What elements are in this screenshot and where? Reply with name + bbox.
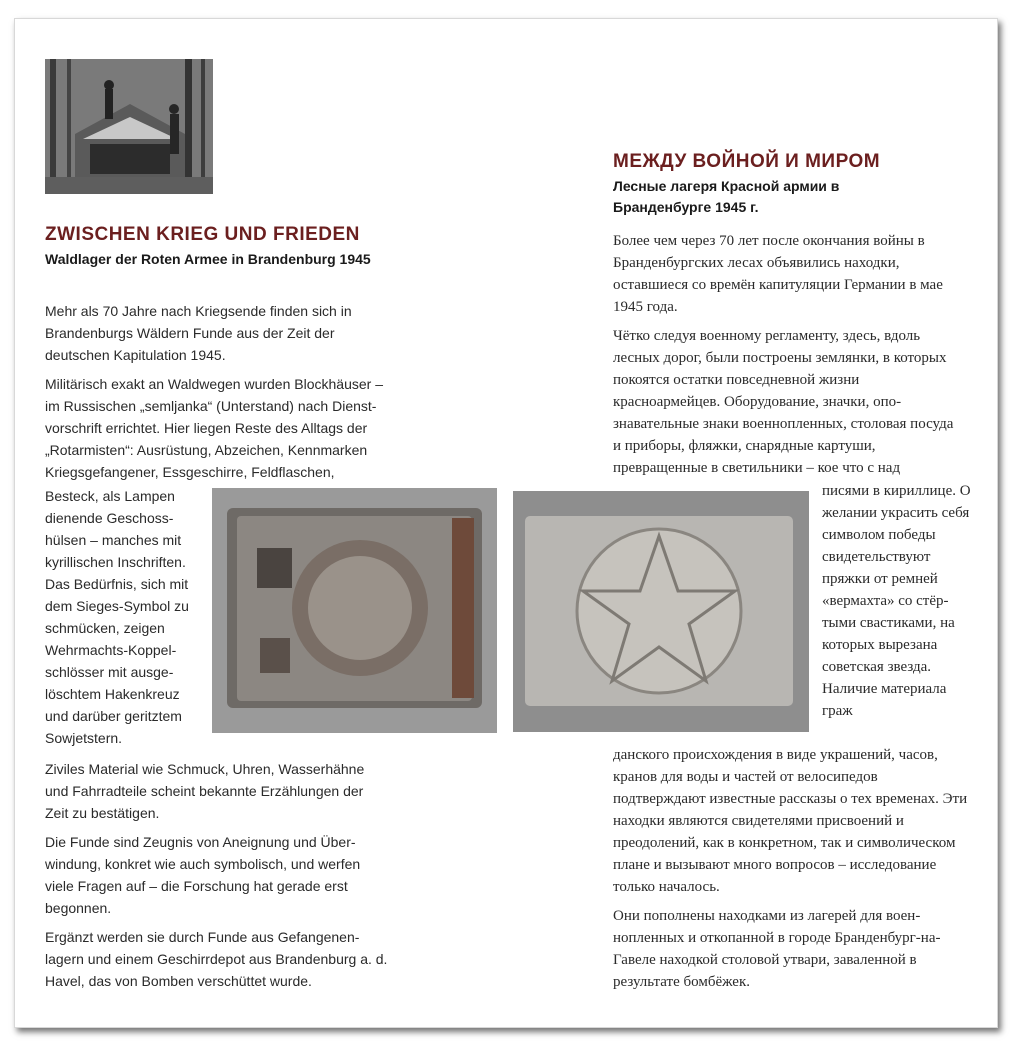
russian-closing-text — [613, 744, 968, 1000]
german-title: ZWISCHEN KRIEG UND FRIEDEN — [45, 224, 360, 245]
russian-title: МЕЖДУ ВОЙНОЙ И МИРОМ — [613, 151, 881, 172]
russian-paragraph-2: Чётко следуя военному регламенту, здесь, вдоль лесных дорог, были построены землянки, в которых покоятся остатки повседневной жизни красноармейцев. Оборудование, значки, опознавательные знаки военнопленных, столовая посуда и приборы, фляжки, снарядные картуши, превращенные в светильники – кое что с над — [613, 328, 954, 476]
german-intro-text — [45, 300, 390, 490]
russian-paragraph-1: Более чем через 70 лет после окончания войны в Бранденбургских лесах объявились находки, оставшиеся со времён капитуляции Германии в мае 1945 года. — [613, 233, 943, 315]
german-paragraph-2: Militärisch exakt an Waldwegen wurden Blockhäuser – im Russischen „semljanka“ (Unterstand) nach Dienstvorschrift errichtet. Hier liegen Reste des Alltags der „Rotarmisten“: Ausrüstung, Abzeichen, Kennmarken Kriegsgefangener, Essgeschirre, Feldflaschen, — [45, 376, 383, 480]
russian-wrapped-text: писями в кириллице. О желании украсить себя символом победы свидетельствуют пряжки от ремней «вермахта» со стёртыми свастиками, на которых вырезана советская звезда. Наличие материала граж — [822, 483, 971, 719]
german-closing-text — [45, 758, 390, 999]
german-paragraph-4: Ziviles Material wie Schmuck, Uhren, Wasserhähne und Fahrradteile scheint bekannte Erzählungen der Zeit zu bestätigen. — [45, 761, 365, 821]
soviet-star-buckle-photo — [513, 491, 809, 732]
russian-paragraph-3: данского происхождения в виде украшений, часов, кранов для воды и частей от велосипедов подтверждают известные рассказы о тех временах. Эти находки являются свидетелями присвоений и преодолений, как в конкретном, так и символическом плане и вызывают много вопросов – исследование только началось. — [613, 747, 968, 895]
russian-intro-text — [613, 230, 963, 486]
wehrmacht-buckle-photo — [212, 488, 497, 733]
german-paragraph-1: Mehr als 70 Jahre nach Kriegsende finden sich in Brandenburgs Wäldern Funde aus der Zeit der deutschen Kapitulation 1945. — [45, 303, 352, 363]
russian-paragraph-4: Они пополнены находками из лагерей для военнопленных и откопанной в городе Бранденбург-на-Гавеле находкой столовой утвари, заваленной в результате бомбёжек. — [613, 908, 941, 990]
german-wrapped-text: Besteck, als Lampen dienende Geschosshülsen – manches mit kyrillischen Inschriften. Das Bedürfnis, sich mit dem Sieges-Symbol zu schmücken, zeigen Wehrmachts-Koppelschlösser mit ausgelöschtem Hakenkreuz und darüber geritztem Sowjetstern. — [45, 488, 189, 746]
german-paragraph-5: Die Funde sind Zeugnis von Aneignung und Überwindung, konkret wie auch symbolisch, und werfen viele Fragen auf – die Forschung hat gerade erst begonnen. — [45, 834, 361, 916]
german-paragraph-6: Ergänzt werden sie durch Funde aus Gefangenenlagern und einem Geschirrdepot aus Brandenburg a. d. Havel, das von Bomben verschüttet wurde. — [45, 929, 388, 989]
historical-photo — [45, 59, 213, 194]
german-subtitle: Waldlager der Roten Armee in Brandenburg 1945 — [45, 251, 371, 267]
russian-subtitle: Лесные лагеря Красной армии в Бранденбурге 1945 г. — [613, 178, 840, 215]
